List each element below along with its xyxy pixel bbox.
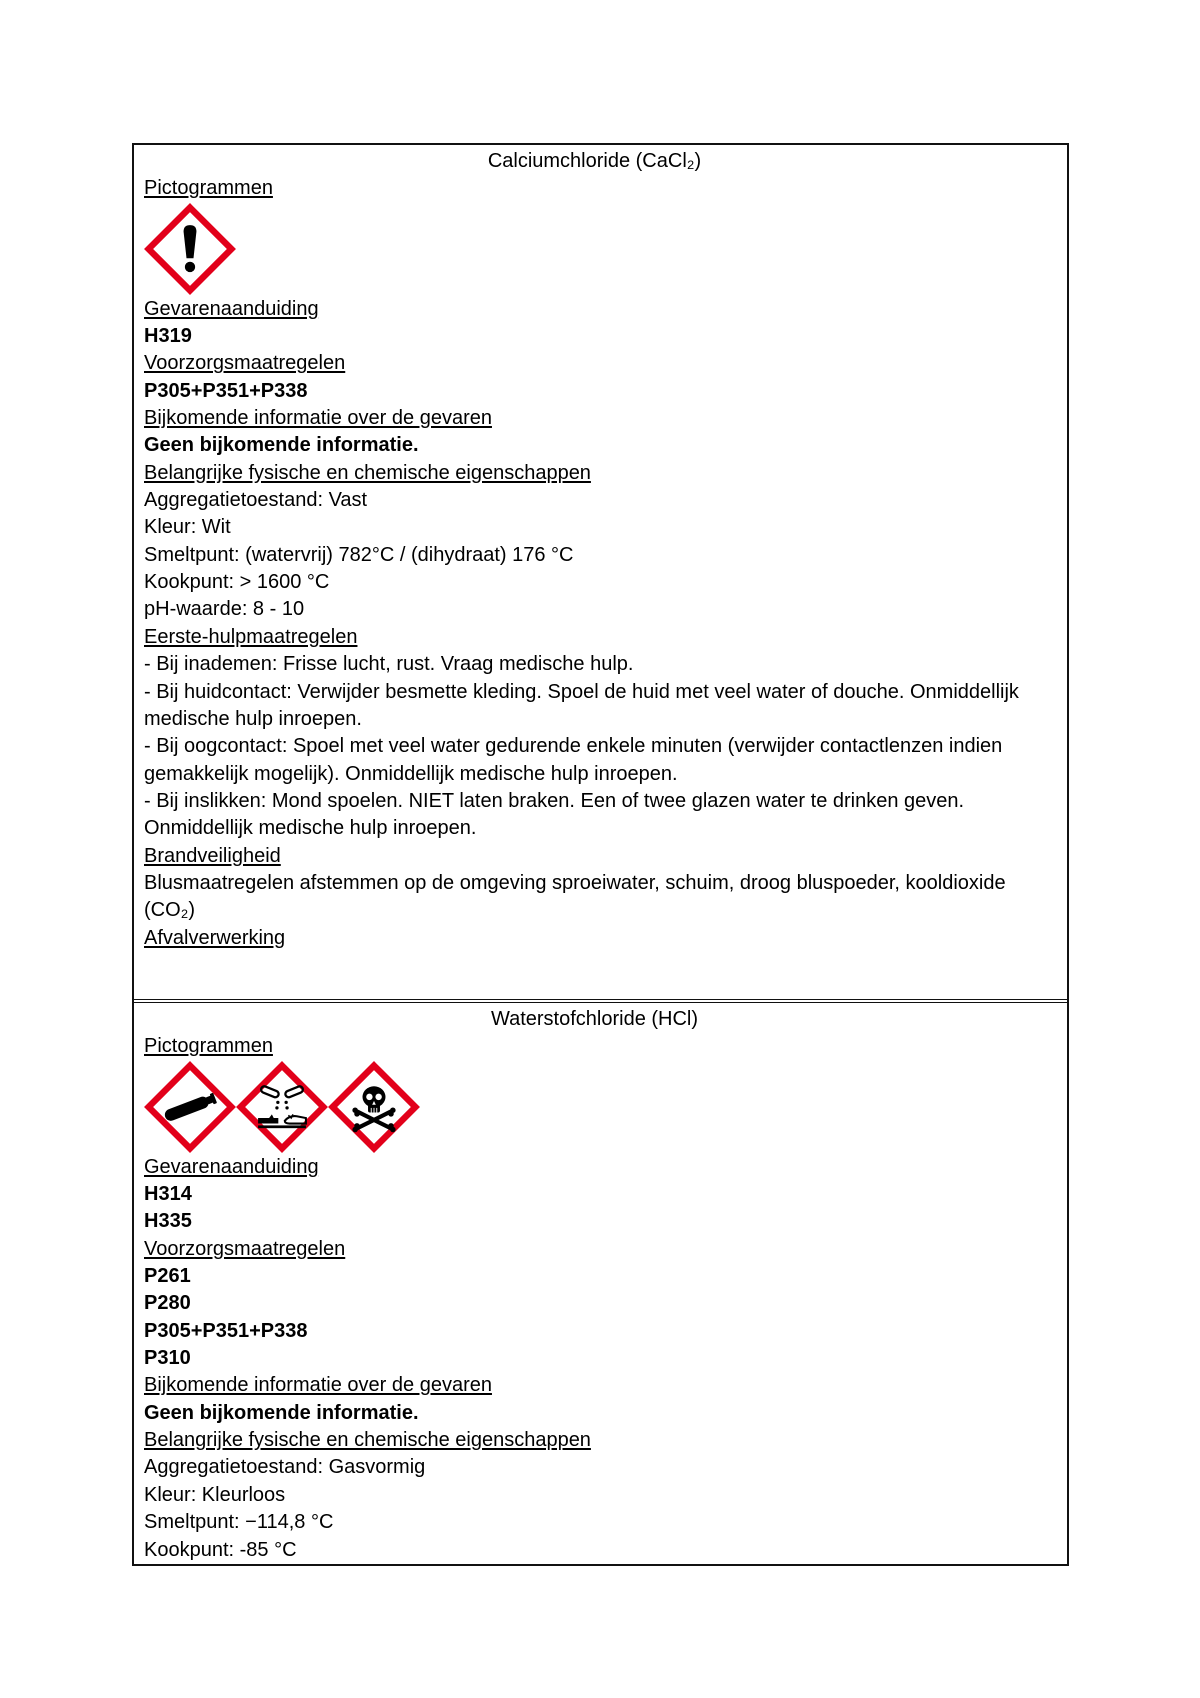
pictograms-heading: Pictogrammen: [144, 1035, 273, 1058]
fire-safety-heading: Brandveiligheid: [144, 844, 281, 867]
gas-cylinder-icon: [144, 1061, 236, 1153]
properties-heading: Belangrijke fysische en chemische eigenschappen: [144, 461, 591, 484]
substance-card-calciumchloride: [134, 145, 1067, 999]
property-boiling-point: Kookpunt: > 1600 °C: [144, 571, 330, 594]
property-color: Kleur: Kleurloos: [144, 1483, 286, 1506]
hazard-heading: Gevarenaanduiding: [144, 297, 319, 320]
pictograms-heading: Pictogrammen: [144, 177, 273, 200]
extra-info-text: Geen bijkomende informatie.: [144, 434, 419, 457]
first-aid-skin-contact: - Bij huidcontact: Verwijder besmette kleding. Spoel de huid met veel water of douche. Onmiddellijk medische hulp inroepen.: [144, 680, 1019, 730]
first-aid-heading: Eerste-hulpmaatregelen: [144, 625, 358, 648]
precaution-heading: Voorzorgsmaatregelen: [144, 1237, 346, 1260]
safety-data-table: [132, 143, 1069, 1566]
property-ph: pH-waarde: 8 - 10: [144, 598, 305, 621]
first-aid-inhalation: - Bij inademen: Frisse lucht, rust. Vraag medische hulp.: [144, 653, 634, 676]
precaution-statement: P261: [144, 1265, 191, 1288]
property-melting-point: Smeltpunt: (watervrij) 782°C / (dihydraat) 176 °C: [144, 543, 574, 566]
precaution-statement: P310: [144, 1347, 191, 1370]
first-aid-ingestion: - Bij inslikken: Mond spoelen. NIET laten braken. Een of twee glazen water te drinken geven. Onmiddellijk medische hulp inroepen.: [144, 789, 965, 840]
substance-card-waterstofchloride: [134, 999, 1067, 1564]
hazard-heading: Gevarenaanduiding: [144, 1155, 319, 1178]
first-aid-eye-contact: - Bij oogcontact: Spoel met veel water gedurende enkele minuten (verwijder contactlenzen indien gemakkelijk mogelijk). Onmiddellijk medische hulp inroepen.: [144, 735, 1003, 785]
fire-safety-text: Blusmaatregelen afstemmen op de omgeving sproeiwater, schuim, droog bluspoeder, kooldioxide (CO₂): [144, 871, 1006, 922]
precaution-statement: P305+P351+P338: [144, 1319, 308, 1342]
precaution-statement: P280: [144, 1292, 191, 1315]
hazard-statement: H319: [144, 325, 192, 348]
property-color: Kleur: Wit: [144, 516, 231, 539]
skull-crossbones-icon: [328, 1061, 420, 1153]
extra-info-heading: Bijkomende informatie over de gevaren: [144, 1374, 492, 1397]
pictogram-row: [144, 203, 1045, 296]
waste-disposal-heading: Afvalverwerking: [144, 926, 286, 949]
precaution-heading: Voorzorgsmaatregelen: [144, 352, 346, 375]
property-melting-point: Smeltpunt: −114,8 °C: [144, 1511, 334, 1534]
properties-heading: Belangrijke fysische en chemische eigenschappen: [144, 1429, 591, 1452]
precaution-statement: P305+P351+P338: [144, 379, 308, 402]
property-state: Aggregatietoestand: Vast: [144, 489, 368, 512]
hazard-statement: H335: [144, 1210, 192, 1233]
extra-info-heading: Bijkomende informatie over de gevaren: [144, 407, 492, 430]
hazard-statement: H314: [144, 1183, 192, 1206]
pictogram-row: [144, 1061, 1045, 1154]
substance-title: Calciumchloride (CaCl₂): [487, 150, 702, 172]
corrosion-icon: [236, 1061, 328, 1153]
property-state: Aggregatietoestand: Gasvormig: [144, 1456, 426, 1479]
exclamation-mark-icon: [144, 203, 236, 295]
extra-info-text: Geen bijkomende informatie.: [144, 1401, 419, 1424]
substance-title: Waterstofchloride (HCl): [490, 1008, 699, 1030]
property-boiling-point: Kookpunt: -85 °C: [144, 1538, 297, 1561]
